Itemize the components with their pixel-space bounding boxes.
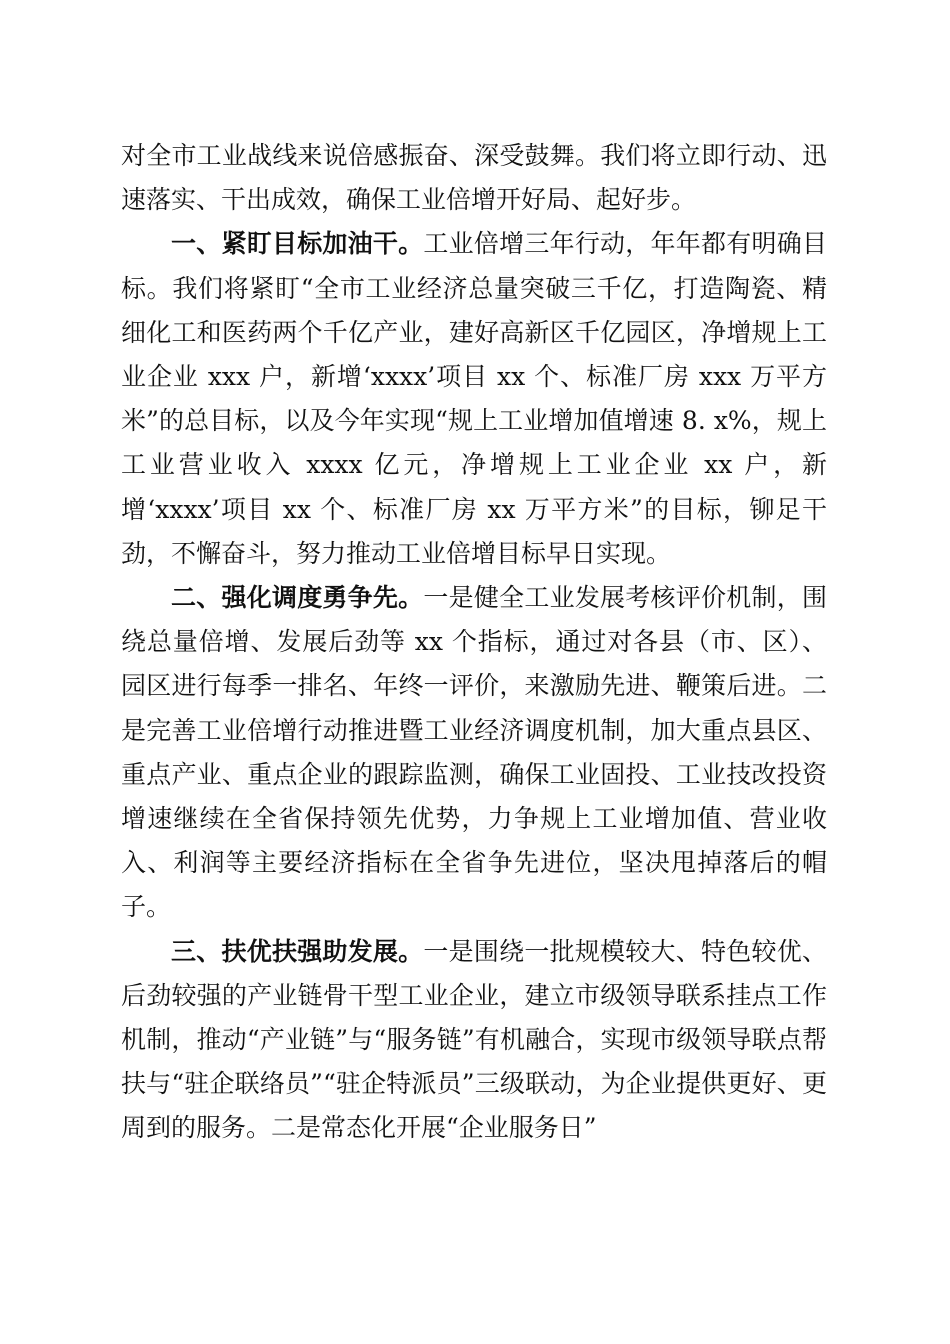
paragraph-text: 工业倍增三年行动，年年都有明确目标。我们将紧盯“全市工业经济总量突破三千亿，打造陶瓷、精细化工和医药两个千亿产业，建好高新区千亿园区，净增规上工业企业 xxx 户，新增‘xxxx’项目 xx 个、标准厂房 xxx 万平方米”的总目标，以及今年实现“规上工业增加值增速 8. x%，规上工业营业收入 xxxx 亿元，净增规上工业企业 xx 户，新增‘xxxx’项目 xx 个、标准厂房 xx 万平方米”的目标，铆足干劲，不懈奋斗，努力推动工业倍增目标早日实现。 xyxy=(121,229,827,568)
paragraph-continuation xyxy=(121,134,827,222)
section-heading: 三、扶优扶强助发展。 xyxy=(171,936,424,966)
section-heading: 一、紧盯目标加油干。 xyxy=(171,229,424,259)
paragraph-section-1 xyxy=(121,222,827,576)
paragraph-section-3 xyxy=(121,930,827,1151)
section-heading: 二、强化调度勇争先。 xyxy=(171,583,424,613)
paragraph-text: 一是围绕一批规模较大、特色较优、后劲较强的产业链骨干型工业企业，建立市级领导联系挂点工作机制，推动“产业链”与“服务链”有机融合，实现市级领导联点帮扶与“驻企联络员”“驻企特派员”三级联动，为企业提供更好、更周到的服务。二是常态化开展“企业服务日” xyxy=(121,936,827,1143)
paragraph-section-2 xyxy=(121,576,827,930)
paragraph-text: 一是健全工业发展考核评价机制，围绕总量倍增、发展后劲等 xx 个指标，通过对各县（市、区）、园区进行每季一排名、年终一评价，来激励先进、鞭策后进。二是完善工业倍增行动推进暨工业经济调度机制，加大重点县区、重点产业、重点企业的跟踪监测，确保工业固投、工业技改投资增速继续在全省保持领先优势，力争规上工业增加值、营业收入、利润等主要经济指标在全省争先进位，坚决甩掉落后的帽子。 xyxy=(121,583,827,922)
paragraph-text: 对全市工业战线来说倍感振奋、深受鼓舞。我们将立即行动、迅速落实、干出成效，确保工业倍增开好局、起好步。 xyxy=(121,141,827,215)
document-page xyxy=(121,134,827,1151)
